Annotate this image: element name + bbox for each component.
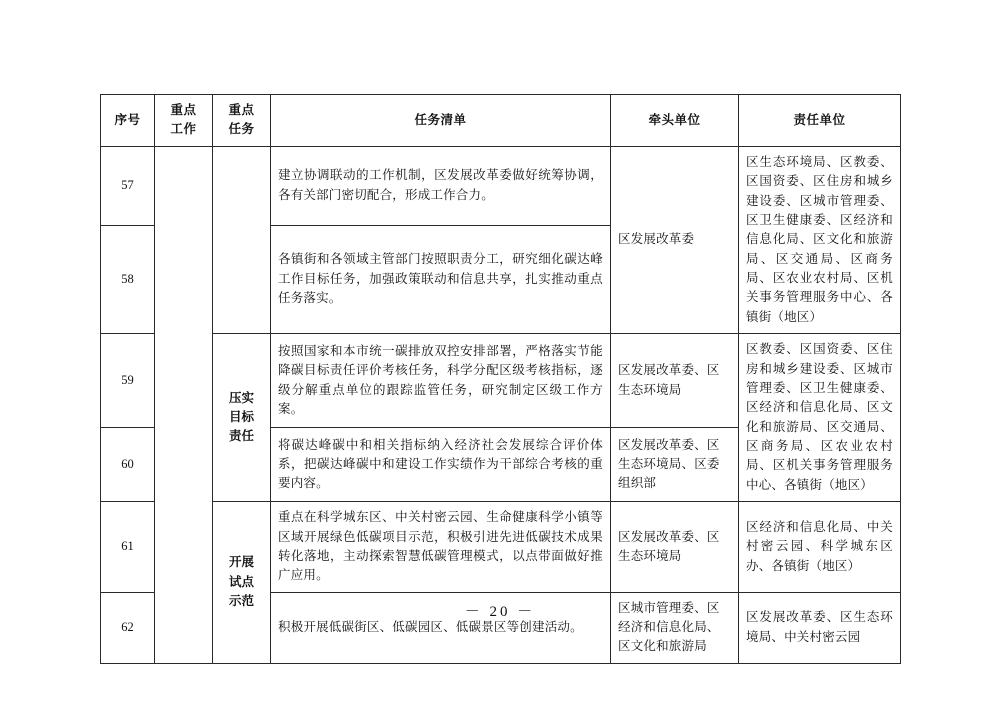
cell-lead-unit: 区发展改革委 — [611, 146, 739, 333]
table-header-row — [101, 95, 901, 147]
table-header — [101, 95, 901, 147]
task-table-container — [100, 94, 900, 664]
cell-seq: 58 — [101, 225, 155, 333]
header-resp-unit: 责任单位 — [739, 95, 901, 147]
header-key-task — [213, 95, 271, 147]
cell-task: 各镇街和各领域主管部门按照职责分工，研究细化碳达峰工作目标任务，加强政策联动和信息共享，扎实推动重点任务落实。 — [271, 225, 611, 333]
table-body — [101, 146, 901, 663]
cell-task: 按照国家和本市统一碳排放双控安排部署，严格落实节能降碳目标责任评价考核任务，科学分配区级考核指标，逐级分解重点单位的跟踪监管任务，研究制定区级工作方案。 — [271, 334, 611, 428]
cell-resp-unit: 区教委、区国资委、区住房和城乡建设委、区城市管理委、区卫生健康委、区经济和信息化局、区文化和旅游局、区交通局、区商务局、区农业农村局、区机关事务管理服务中心、各镇街（地区） — [739, 334, 901, 502]
cell-key-task-group-1 — [213, 334, 271, 502]
cell-seq: 62 — [101, 592, 155, 663]
cell-seq: 61 — [101, 502, 155, 593]
cell-lead-unit: 区发展改革委、区生态环境局 — [611, 502, 739, 593]
header-key-work-line2: 工作 — [170, 122, 197, 137]
cell-key-work — [155, 146, 213, 663]
header-key-task-line2: 任务 — [228, 122, 255, 137]
cell-resp-unit: 区生态环境局、区教委、区国资委、区住房和城乡建设委、区城市管理委、区卫生健康委、区经济和信息化局、区文化和旅游局、区交通局、区商务局、区农业农村局、区机关事务管理服务中心、各镇街（地区） — [739, 146, 901, 333]
cell-lead-unit: 区发展改革委、区生态环境局、区委组织部 — [611, 428, 739, 502]
key-task-label: 压实目标责任 — [229, 390, 255, 444]
header-key-task-line1: 重点 — [228, 103, 255, 117]
page-number: － 20 － — [464, 604, 536, 620]
cell-resp-unit: 区发展改革委、区生态环境局、中关村密云园 — [739, 592, 901, 663]
table-row — [101, 334, 901, 428]
cell-lead-unit: 区城市管理委、区经济和信息化局、区文化和旅游局 — [611, 592, 739, 663]
cell-task: 将碳达峰碳中和相关指标纳入经济社会发展综合评价体系，把碳达峰碳中和建设工作实绩作为干部综合考核的重要内容。 — [271, 428, 611, 502]
header-key-work — [155, 95, 213, 147]
cell-task: 积极开展低碳街区、低碳园区、低碳景区等创建活动。 — [271, 592, 611, 663]
cell-key-task-group-2 — [213, 502, 271, 664]
key-task-label: 开展试点示范 — [229, 555, 255, 609]
cell-seq: 57 — [101, 146, 155, 225]
table-row — [101, 146, 901, 225]
task-table — [100, 94, 901, 664]
header-lead-unit: 牵头单位 — [611, 95, 739, 147]
header-key-work-line1: 重点 — [170, 103, 197, 117]
cell-seq: 59 — [101, 334, 155, 428]
table-row — [101, 502, 901, 593]
cell-task: 重点在科学城东区、中关村密云园、生命健康科学小镇等区域开展绿色低碳项目示范，积极引进先进低碳技术成果转化落地，主动探索智慧低碳管理模式，以点带面做好推广应用。 — [271, 502, 611, 593]
cell-task: 建立协调联动的工作机制，区发展改革委做好统筹协调，各有关部门密切配合，形成工作合力。 — [271, 146, 611, 225]
header-seq: 序号 — [101, 95, 155, 147]
cell-lead-unit: 区发展改革委、区生态环境局 — [611, 334, 739, 428]
cell-resp-unit: 区经济和信息化局、中关村密云园、科学城东区办、各镇街（地区） — [739, 502, 901, 593]
header-task-list: 任务清单 — [271, 95, 611, 147]
cell-seq: 60 — [101, 428, 155, 502]
cell-key-task-empty — [213, 146, 271, 333]
